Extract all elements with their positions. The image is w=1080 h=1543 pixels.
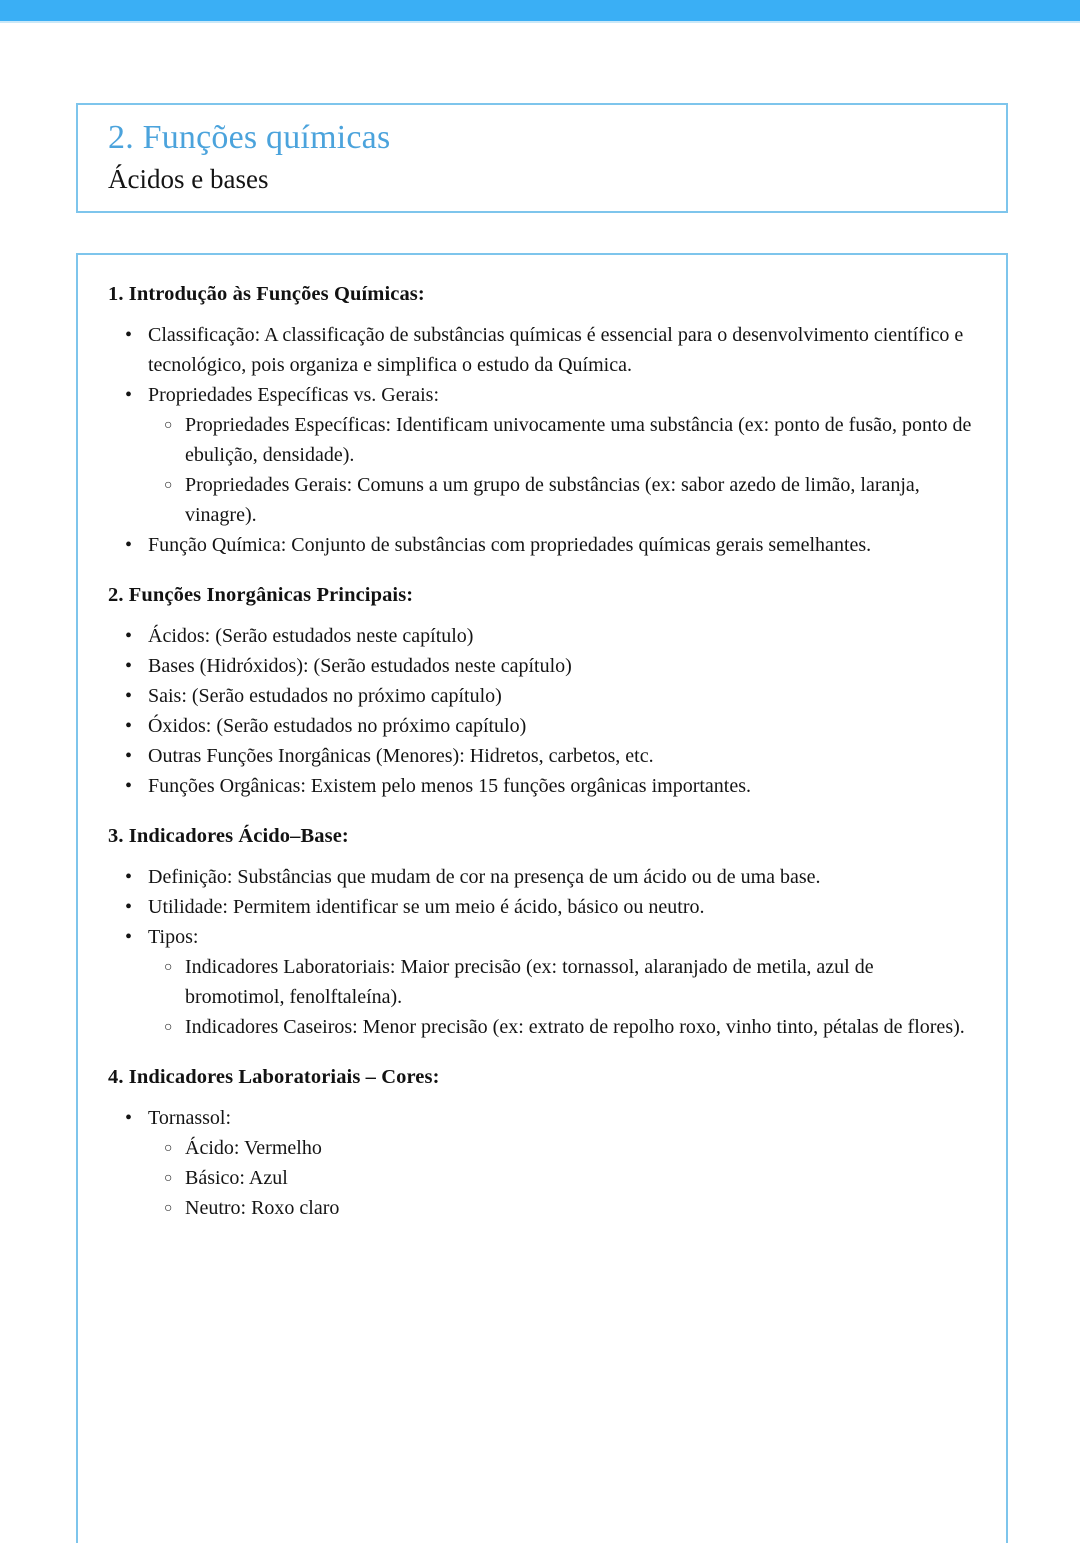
section-block [108, 825, 976, 1042]
bullet-marker-icon: • [125, 324, 133, 346]
bullet-list [108, 862, 976, 1042]
sub-bullet-marker-icon: ○ [164, 418, 173, 433]
list-item-text: Óxidos: (Serão estudados no próximo capítulo) [148, 715, 527, 737]
list-item [108, 530, 976, 560]
section-heading: 3. Indicadores Ácido–Base: [108, 825, 349, 847]
list-item [108, 681, 976, 711]
bullet-list [108, 621, 976, 801]
sub-list-item-text: Ácido: Vermelho [185, 1137, 322, 1159]
list-item [108, 380, 976, 530]
bullet-marker-icon: • [125, 534, 133, 556]
sub-list-item [148, 952, 976, 1012]
document-header-box [76, 103, 1008, 213]
list-item-text: Ácidos: (Serão estudados neste capítulo) [148, 625, 474, 647]
section-block [108, 1066, 976, 1223]
sub-bullet-marker-icon: ○ [164, 1020, 173, 1035]
page-title: 2. Funções químicas [108, 119, 391, 156]
sub-list-item-text: Propriedades Específicas: Identificam univocamente uma substância (ex: ponto de fusão, ponto de ebulição, densidade). [185, 414, 972, 466]
sub-list-item-text: Propriedades Gerais: Comuns a um grupo de substâncias (ex: sabor azedo de limão, laranja, vinagre). [185, 474, 920, 526]
sub-bullet-marker-icon: ○ [164, 1201, 173, 1216]
list-item [108, 711, 976, 741]
content-body [78, 255, 1006, 1223]
bullet-marker-icon: • [125, 715, 133, 737]
list-item-text: Tornassol: [148, 1107, 232, 1129]
bullet-marker-icon: • [125, 1107, 133, 1129]
bullet-marker-icon: • [125, 384, 133, 406]
list-item-text: Bases (Hidróxidos): (Serão estudados neste capítulo) [148, 655, 572, 677]
bullet-marker-icon: • [125, 745, 133, 767]
bullet-marker-icon: • [125, 685, 133, 707]
sub-list-item-text: Neutro: Roxo claro [185, 1197, 340, 1219]
list-item-text: Tipos: [148, 926, 199, 948]
bullet-marker-icon: • [125, 926, 133, 948]
bullet-list [108, 1103, 976, 1223]
list-item-text: Definição: Substâncias que mudam de cor na presença de um ácido ou de uma base. [148, 866, 821, 888]
page-subtitle: Ácidos e bases [108, 164, 269, 194]
sub-bullet-list [148, 410, 976, 530]
top-accent-bar-shadow [0, 21, 1080, 23]
list-item-text: Classificação: A classificação de substâncias químicas é essencial para o desenvolvimento científico e tecnológico, pois organiza e simplifica o estudo da Química. [148, 324, 964, 376]
section-block [108, 584, 976, 801]
section-heading: 2. Funções Inorgânicas Principais: [108, 584, 414, 606]
list-item [108, 922, 976, 1042]
bullet-marker-icon: • [125, 625, 133, 647]
bullet-marker-icon: • [125, 775, 133, 797]
list-item-text: Utilidade: Permitem identificar se um meio é ácido, básico ou neutro. [148, 896, 705, 918]
list-item-text: Funções Orgânicas: Existem pelo menos 15 funções orgânicas importantes. [148, 775, 752, 797]
bullet-list [108, 320, 976, 560]
list-item-text: Propriedades Específicas vs. Gerais: [148, 384, 440, 406]
list-item-text: Função Química: Conjunto de substâncias com propriedades químicas gerais semelhantes. [148, 534, 872, 556]
list-item [108, 741, 976, 771]
list-item [108, 771, 976, 801]
sub-bullet-marker-icon: ○ [164, 478, 173, 493]
bullet-marker-icon: • [125, 655, 133, 677]
list-item [108, 1103, 976, 1223]
sub-list-item-text: Indicadores Laboratoriais: Maior precisão (ex: tornassol, alaranjado de metila, azul de bromotimol, fenolftaleína). [185, 956, 874, 1008]
bullet-marker-icon: • [125, 896, 133, 918]
section-block [108, 283, 976, 560]
sub-bullet-marker-icon: ○ [164, 1141, 173, 1156]
sub-list-item [148, 470, 976, 530]
sub-bullet-marker-icon: ○ [164, 960, 173, 975]
list-item-text: Sais: (Serão estudados no próximo capítulo) [148, 685, 502, 707]
sub-list-item [148, 1163, 976, 1193]
list-item-text: Outras Funções Inorgânicas (Menores): Hidretos, carbetos, etc. [148, 745, 654, 767]
list-item [108, 862, 976, 892]
top-accent-bar [0, 0, 1080, 21]
document-content-box [76, 253, 1008, 1543]
sub-list-item [148, 410, 976, 470]
sub-bullet-list [148, 952, 976, 1042]
list-item [108, 651, 976, 681]
sub-bullet-list [148, 1133, 976, 1223]
section-heading: 1. Introdução às Funções Químicas: [108, 283, 425, 305]
sub-list-item-text: Indicadores Caseiros: Menor precisão (ex: extrato de repolho roxo, vinho tinto, pétalas de flores). [185, 1016, 965, 1038]
list-item [108, 892, 976, 922]
sub-bullet-marker-icon: ○ [164, 1171, 173, 1186]
sub-list-item [148, 1133, 976, 1163]
sub-list-item-text: Básico: Azul [185, 1167, 288, 1189]
list-item [108, 621, 976, 651]
sub-list-item [148, 1193, 976, 1223]
list-item [108, 320, 976, 380]
section-heading: 4. Indicadores Laboratoriais – Cores: [108, 1066, 440, 1088]
bullet-marker-icon: • [125, 866, 133, 888]
sub-list-item [148, 1012, 976, 1042]
